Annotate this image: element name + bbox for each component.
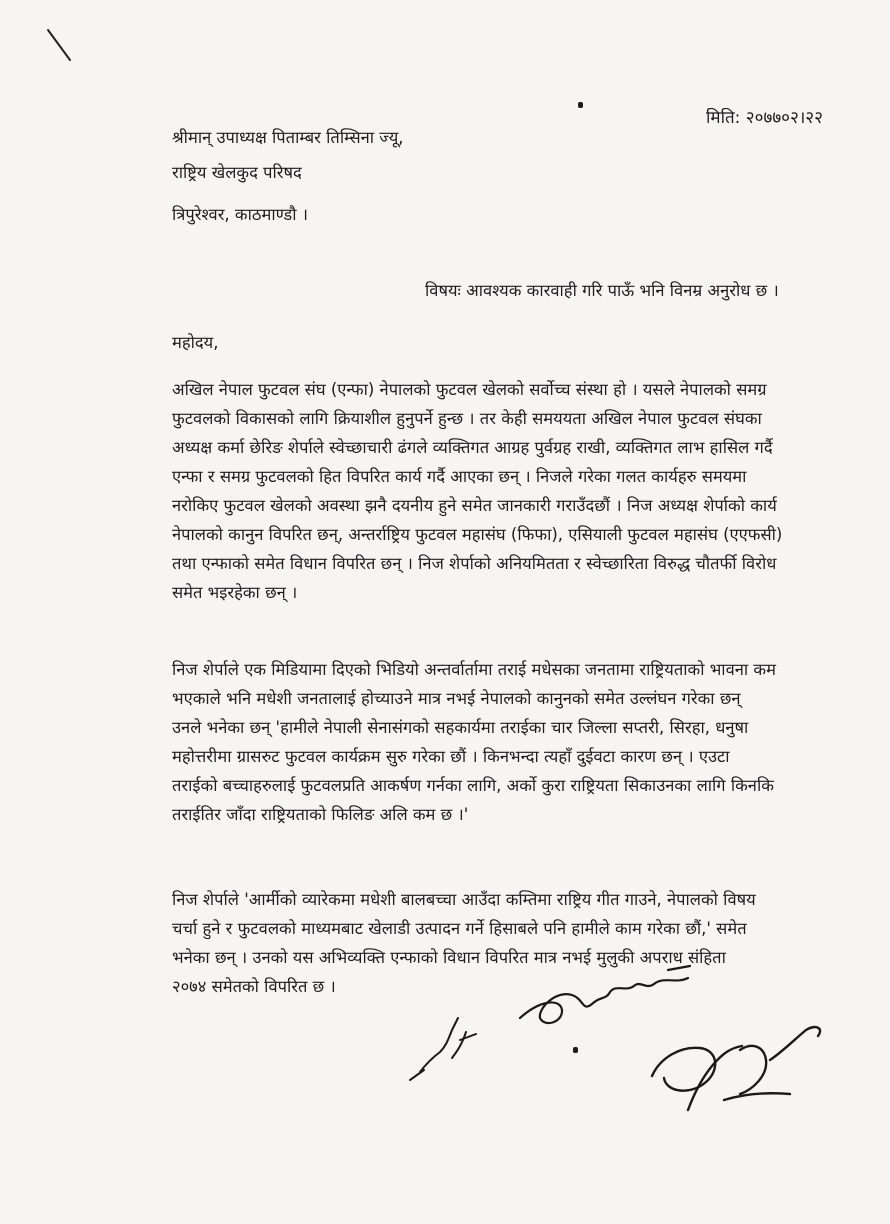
paragraph-line: तराईतिर जाँदा राष्ट्रियताको फिलिङ अलि कम छ ।' <box>172 805 469 824</box>
recipient-line-2: राष्ट्रिय खेलकुद परिषद <box>172 163 302 182</box>
paragraph-line: भएकाले भनि मधेशी जनतालाई होच्याउने मात्र नभई नेपालको कानुनको समेत उल्लंघन गरेका छन् <box>172 689 741 708</box>
signature-2 <box>410 1018 476 1080</box>
paragraph-line: उनले भनेका छन् 'हामीले नेपाली सेनासंगको सहकार्यमा तराईका चार जिल्ला सप्तरी, सिरहा, धनुषा <box>172 718 749 737</box>
signature-3 <box>652 1027 820 1110</box>
paragraph-line: महोत्तरीमा ग्रासरुट फुटवल कार्यक्रम सुरु गरेका छौं । किनभन्दा त्यहाँ दुईवटा कारण छन् । एउटा <box>172 747 730 766</box>
letter-salutation: महोदय, <box>172 333 219 352</box>
paragraph-line: अखिल नेपाल फुटवल संघ (एन्फा) नेपालको फुटवल खेलको सर्वोच्च संस्था हो । यसले नेपालको समग्र <box>172 380 767 399</box>
paragraph-line: अध्यक्ष कर्मा छेरिङ शेर्पाले स्वेच्छाचारी ढंगले व्यक्तिगत आग्रह पुर्वग्रह राखी, व्यक्तिगत लाभ हासिल गर्दै <box>172 438 773 457</box>
paragraph-line: फुटवलको विकासको लागि क्रियाशील हुनुपर्ने हुन्छ । तर केही समययता अखिल नेपाल फुटवल संघका <box>172 409 762 428</box>
paragraph-line: समेत भइरहेका छन् । <box>172 583 298 602</box>
letter-date: मिति: २०७७०२।२२ <box>706 108 823 128</box>
recipient-line-1: श्रीमान् उपाध्यक्ष पिताम्बर तिम्सिना ज्यू, <box>172 128 404 147</box>
paragraph-line: तथा एन्फाको समेत विधान विपरित छन् । निज शेर्पाको अनियमितता र स्वेच्छारिता विरुद्ध चौतर्फी विरोध <box>172 554 777 573</box>
paragraph-line: भनेका छन् । उनको यस अभिव्यक्ति एन्फाको विधान विपरित मात्र नभई मुलुकी अपराध संहिता <box>172 948 726 967</box>
paragraph-line: तराईको बच्चाहरुलाई फुटवलप्रति आकर्षण गर्नका लागि, अर्को कुरा राष्ट्रियता सिकाउनका लागि किनकि <box>172 776 774 795</box>
paragraph-line: निज शेर्पाले 'आर्मीको व्यारेकमा मधेशी बालबच्चा आउँदा कम्तिमा राष्ट्रिय गीत गाउने, नेपालको विषय <box>172 890 756 909</box>
paragraph-line: चर्चा हुने र फुटवलको माध्यमबाट खेलाडी उत्पादन गर्ने हिसाबले पनि हामीले काम गरेका छौं,' समेत <box>172 919 747 938</box>
letter-subject: विषयः आवश्यक कारवाही गरि पाऊँ भनि विनम्र अनुरोध छ । <box>425 281 779 300</box>
recipient-line-3: त्रिपुरेश्वर, काठमाण्डौ । <box>172 205 309 224</box>
paragraph-line: २०७४ समेतको विपरित छ । <box>172 977 336 996</box>
signature-1 <box>520 966 690 1023</box>
paragraph-line: नरोकिए फुटवल खेलको अवस्था झनै दयनीय हुने समेत जानकारी गराउँदछौं । निज अध्यक्ष शेर्पाको कार्य <box>172 496 777 515</box>
paragraph-line: निज शेर्पाले एक मिडियामा दिएको भिडियो अन्तर्वार्तामा तराई मधेसका जनतामा राष्ट्रियताको भावना कम <box>172 660 776 679</box>
paragraph-line: नेपालको कानुन विपरित छन्, अन्तर्राष्ट्रिय फुटवल महासंघ (फिफा), एसियाली फुटवल महासंघ (एएफसी) <box>172 525 783 544</box>
paragraph-line: एन्फा र समग्र फुटवलको हित विपरित कार्य गर्दै आएका छन् । निजले गरेका गलत कार्यहरु समयमा <box>172 467 747 486</box>
